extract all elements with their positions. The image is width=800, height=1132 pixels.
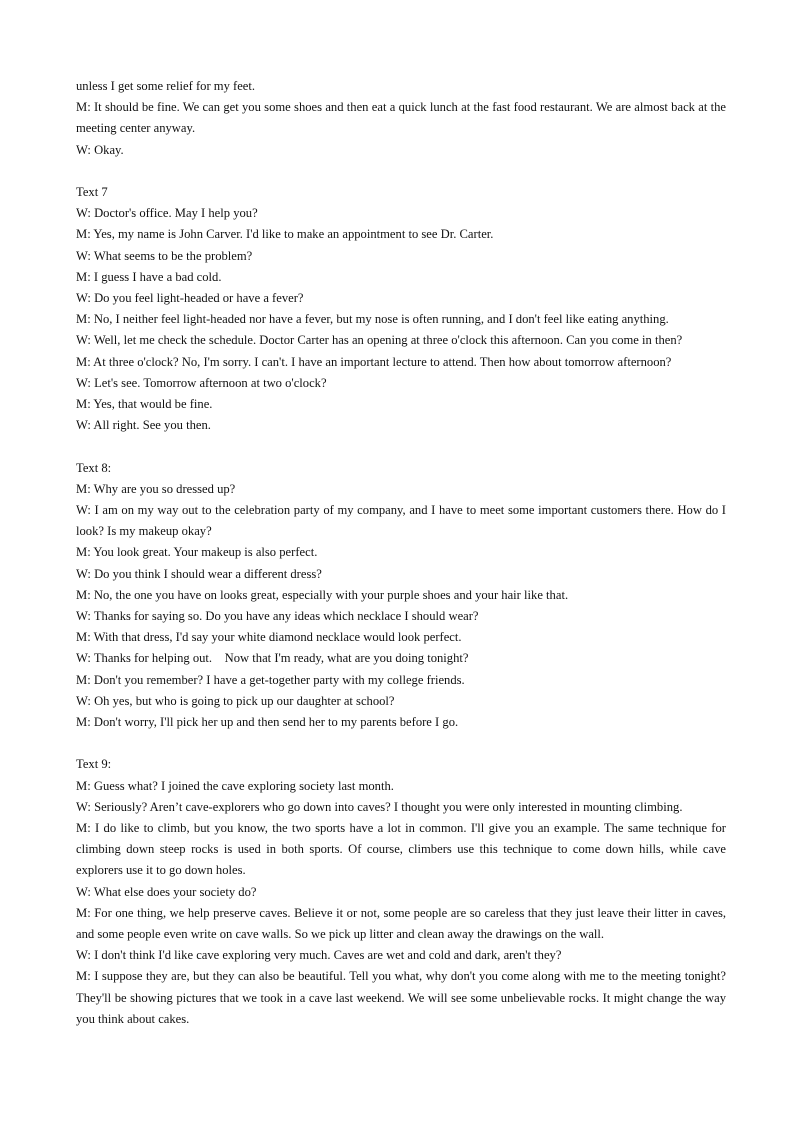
- section-heading-text7: Text 7: [76, 185, 108, 199]
- dialogue-line: M: I do like to climb, but you know, the two sports have a lot in common. I'll give you an example. The same technique for climbing down steep rocks is used in both sports. Of course, climbers use this technique to come down hills, while cave explorers use it to go down holes.: [76, 821, 726, 878]
- dialogue-line: M: For one thing, we help preserve caves. Believe it or not, some people are so careless that they just leave their litter in caves, and some people even write on cave walls. So we pick up litter and clean away the drawings on the wall.: [76, 905, 726, 942]
- section-gap: [76, 161, 726, 182]
- continuation-line: W: Okay.: [76, 142, 124, 157]
- dialogue-line: M: Don't you remember? I have a get-together party with my college friends.: [76, 672, 465, 687]
- section-heading-text8: Text 8:: [76, 460, 112, 475]
- continuation-line: unless I get some relief for my feet.: [76, 79, 256, 93]
- dialogue-line: W: Doctor's office. May I help you?: [76, 206, 258, 221]
- section-gap: [76, 733, 726, 754]
- dialogue-line: M: Yes, that would be fine.: [76, 397, 213, 412]
- section-gap: [76, 436, 726, 457]
- dialogue-line: W: Do you feel light-headed or have a fever?: [76, 291, 304, 306]
- dialogue-line: W: All right. See you then.: [76, 418, 211, 433]
- dialogue-line: W: What else does your society do?: [76, 884, 257, 899]
- dialogue-line: W: Let's see. Tomorrow afternoon at two o'clock?: [76, 375, 327, 390]
- dialogue-line: M: No, the one you have on looks great, especially with your purple shoes and your hair like that.: [76, 587, 569, 602]
- dialogue-line: W: Do you think I should wear a different dress?: [76, 566, 322, 581]
- dialogue-line: W: Thanks for saying so. Do you have any ideas which necklace I should wear?: [76, 609, 479, 624]
- dialogue-line: W: What seems to be the problem?: [76, 248, 253, 263]
- dialogue-line: M: You look great. Your makeup is also perfect.: [76, 545, 318, 560]
- dialogue-line: W: Thanks for helping out. Now that I'm ready, what are you doing tonight?: [76, 651, 469, 666]
- dialogue-line: M: At three o'clock? No, I'm sorry. I can't. I have an important lecture to attend. Then how about tomorrow afternoon?: [76, 354, 672, 369]
- continuation-line: M: It should be fine. We can get you some shoes and then eat a quick lunch at the fast food restaurant. We are almost back at the meeting center anyway.: [76, 100, 726, 136]
- dialogue-line: W: Well, let me check the schedule. Doctor Carter has an opening at three o'clock this afternoon. Can you come in then?: [76, 333, 683, 348]
- dialogue-line: M: Guess what? I joined the cave exploring society last month.: [76, 778, 394, 793]
- dialogue-line: M: Why are you so dressed up?: [76, 481, 236, 496]
- section-heading-text9: Text 9:: [76, 757, 112, 772]
- dialogue-line: M: I suppose they are, but they can also be beautiful. Tell you what, why don't you come along with me to the meeting tonight? They'll be showing pictures that we took in a cave last weekend. We will see some unbelievable rocks. It might change the way you think about cakes.: [76, 969, 726, 1026]
- dialogue-line: M: With that dress, I'd say your white diamond necklace would look perfect.: [76, 630, 462, 645]
- dialogue-line: M: Don't worry, I'll pick her up and then send her to my parents before I go.: [76, 715, 459, 730]
- dialogue-line: W: Oh yes, but who is going to pick up our daughter at school?: [76, 693, 395, 708]
- document-page: [76, 76, 726, 1030]
- dialogue-line: W: I don't think I'd like cave exploring very much. Caves are wet and cold and dark, aren't they?: [76, 948, 562, 963]
- dialogue-line: M: I guess I have a bad cold.: [76, 269, 222, 284]
- dialogue-line: W: Seriously? Aren’t cave-explorers who go down into caves? I thought you were only interested in mounting climbing.: [76, 799, 683, 814]
- dialogue-line: M: No, I neither feel light-headed nor have a fever, but my nose is often running, and I don't feel like eating anything.: [76, 312, 669, 327]
- dialogue-line: W: I am on my way out to the celebration party of my company, and I have to meet some important customers there. How do I look? Is my makeup okay?: [76, 503, 726, 539]
- dialogue-line: M: Yes, my name is John Carver. I'd like to make an appointment to see Dr. Carter.: [76, 227, 494, 242]
